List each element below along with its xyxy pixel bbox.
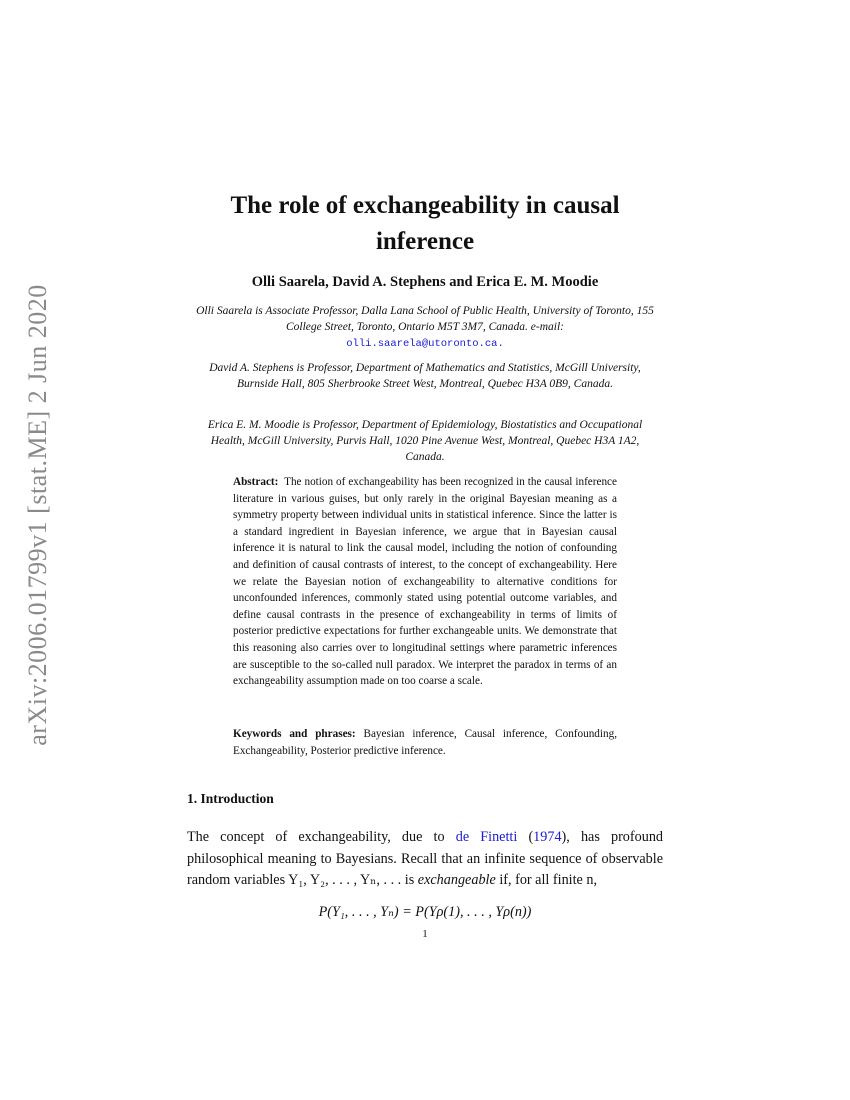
abstract-text: The notion of exchangeability has been recognized in the causal inference literature in various guises, but only rarely in the original Bayesian meaning as a symmetry property between individual units in statistical inference. Since the latter is a standard ingredient in Bayesian inference, we argue that in Bayesian causal inference it is natural to link the causal model, including the notion of confounding and definition of causal contrasts of interest, to the concept of exchangeability. Here we relate the Bayesian notion of exchangeability to alternative conditions for unconfounded inferences, commonly stated using potential outcome variables, and define causal contrasts in the presence of exchangeability in terms of limits of posterior predictive expectations for further exchangeable units. We demonstrate that this reasoning also carries over to longitudinal settings where parametric inferences are susceptible to the so-called null paradox. We interpret the paradox in terms of an exchangeability assumption made on too coarse a scale. [233, 476, 617, 688]
arxiv-id: arXiv:2006.01799v1 [stat.ME] 2 Jun 2020 [23, 284, 52, 746]
affiliation-3: Erica E. M. Moodie is Professor, Department of Epidemiology, Biostatistics and Occupational Health, McGill University, Purvis Hall, 1020 Pine Avenue West, Montreal, Quebec H3A 1A2, Canada. [207, 419, 643, 463]
keywords [233, 726, 617, 759]
intro-text-before: The concept of exchangeability, due to [187, 829, 445, 845]
affiliation-2: David A. Stephens is Professor, Department of Mathematics and Statistics, McGill University, Burnside Hall, 805 Sherbrooke Street West, Montreal, Quebec H3A 0B9, Canada. [209, 362, 641, 390]
affiliation-1-text: Olli Saarela is Associate Professor, Dalla Lana School of Public Health, University of Toronto, 155 College Street, Toronto, Ontario M5T 3M7, Canada. e-mail: [196, 305, 654, 333]
intro-emphasis: exchangeable [417, 872, 496, 888]
keywords-text: Bayesian inference, Causal inference, Confounding, Exchangeability, Posterior predictive inference. [233, 728, 617, 757]
author-email-link[interactable]: olli.saarela@utoronto.ca. [346, 338, 504, 350]
display-equation: P(Y₁, . . . , Yₙ) = P(Yρ(1), . . . , Yρ(n)) [318, 904, 532, 920]
section-heading-introduction: 1. Introduction [187, 791, 274, 806]
abstract-label: Abstract: [233, 476, 279, 488]
citation-link-year[interactable]: 1974 [533, 829, 562, 845]
author-list: Olli Saarela, David A. Stephens and Erica E. M. Moodie [251, 274, 599, 290]
keywords-label: Keywords and phrases: [233, 728, 356, 740]
page-number: 1 [422, 928, 428, 940]
intro-text-end: if, for all finite n, [499, 872, 598, 888]
arxiv-sidebar-stamp [18, 270, 58, 760]
intro-text-after-cite: , has profound philosophical meaning to Bayesians. Recall that an infinite sequence of observable random variables Y₁, Y₂, . . . , Yₙ, . . . is [187, 829, 664, 888]
paper-title: The role of exchangeability in causal inference [230, 192, 620, 255]
abstract [233, 474, 617, 690]
citation-link-author[interactable]: de Finetti [455, 829, 518, 845]
affiliation-1 [190, 303, 660, 352]
introduction-paragraph: The concept of exchangeability, due to de Finetti (1974), has profound philosophical meaning to Bayesians. Recall that an infinite sequence of observable random variables Y₁, Y₂, . . . , Yₙ, . . . is exchangeable if, for all finite n, [187, 829, 664, 888]
